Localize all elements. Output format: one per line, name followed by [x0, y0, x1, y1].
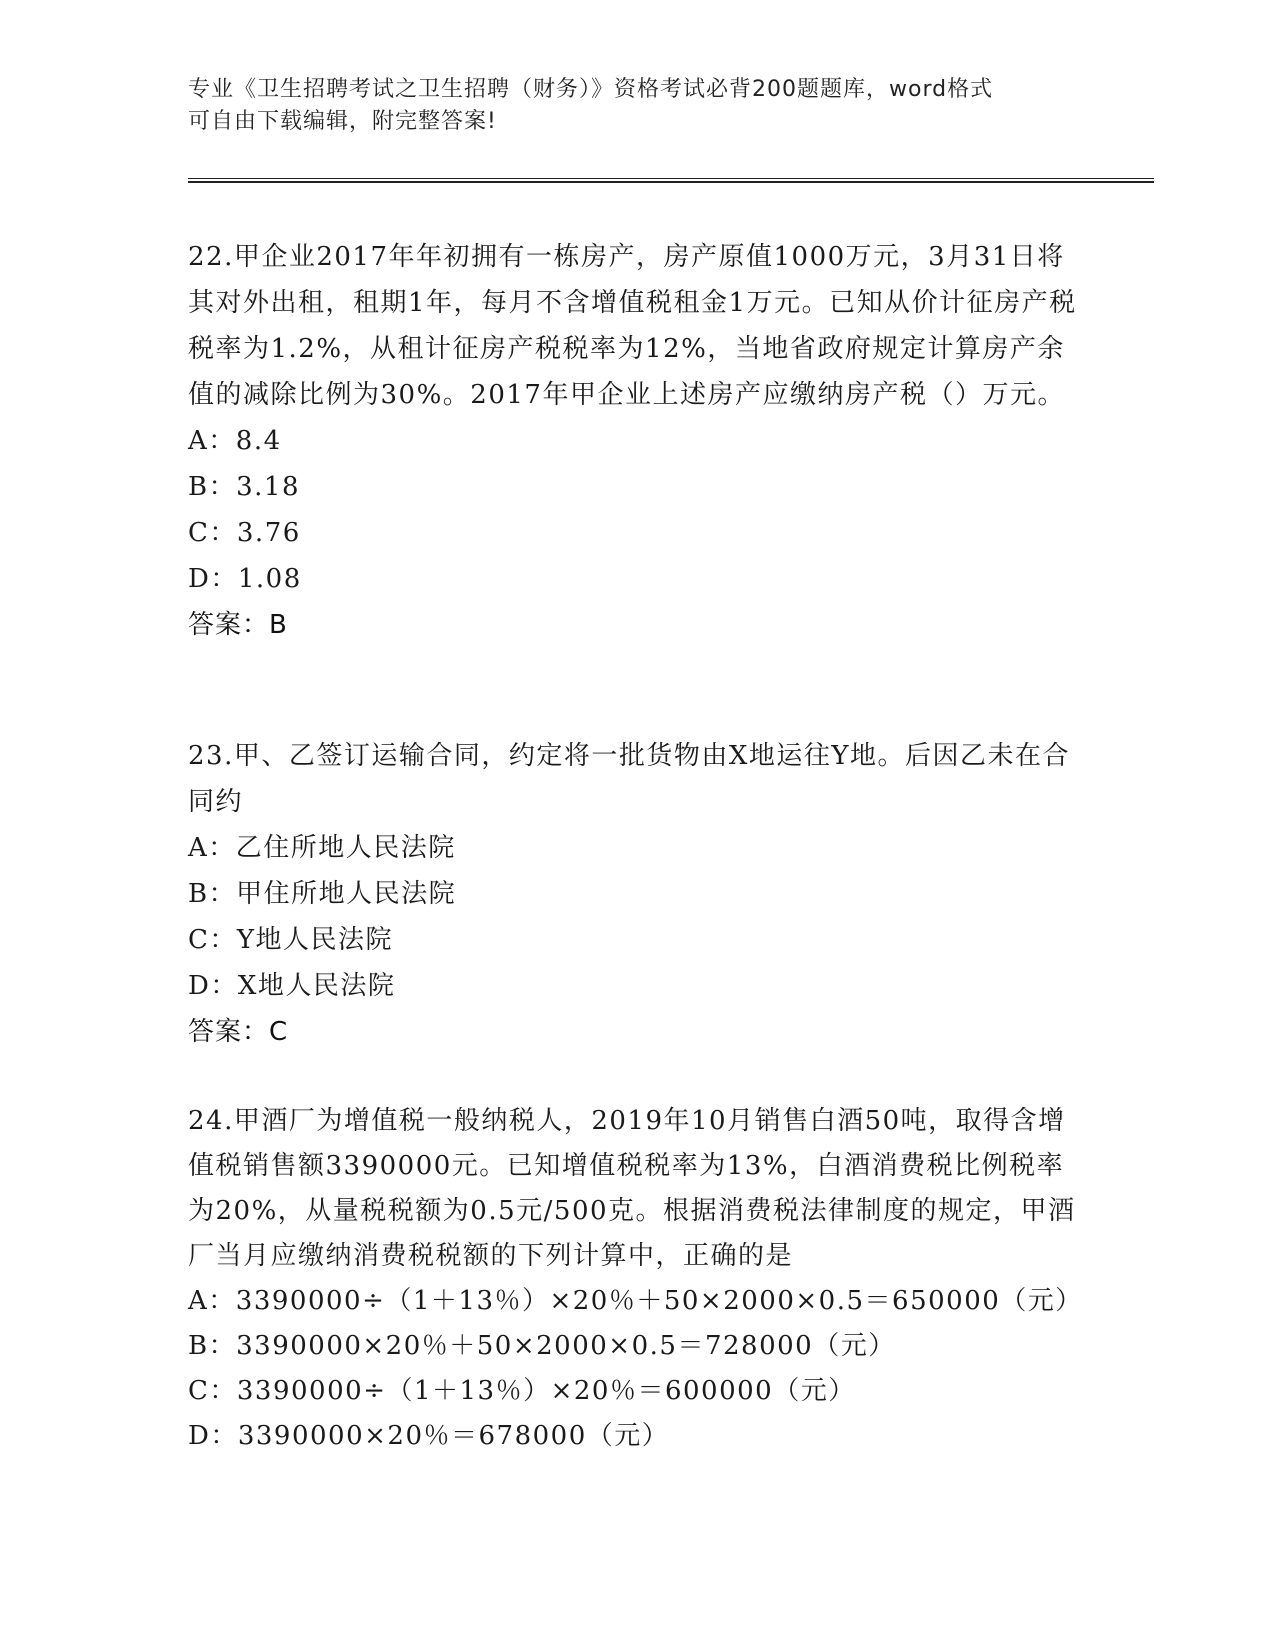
- option-d: D：3390000×20％＝678000（元）: [188, 1421, 670, 1451]
- option-a: A：乙住所地人民法院: [188, 833, 456, 863]
- option-c: C：3.76: [188, 518, 301, 548]
- option-d: D：1.08: [188, 564, 302, 594]
- option-b: B：3.18: [188, 472, 300, 502]
- question-stem: 24.甲酒厂为增值税一般纳税人，2019年10月销售白酒50吨，取得含增值税销售额3390000元。已知增值税税率为13%，白酒消费税比例税率为20%，从量税税额为0.5元/500克。根据消费税法律制度的规定，甲酒厂当月应缴纳消费税税额的下列计算中，正确的是: [188, 1106, 1076, 1271]
- question-23: [188, 733, 1088, 1055]
- question-stem: 23.甲、乙签订运输合同，约定将一批货物由X地运往Y地。后因乙未在合同约: [188, 741, 1071, 817]
- option-b: B：3390000×20％＋50×2000×0.5＝728000（元）: [188, 1331, 896, 1361]
- question-22: [188, 234, 1088, 648]
- document-header: [188, 74, 1088, 138]
- option-a: A：8.4: [188, 426, 282, 456]
- option-a: A：3390000÷（1＋13％）×20％＋50×2000×0.5＝650000（元）: [188, 1286, 1083, 1316]
- header-title-line-1: 专业《卫生招聘考试之卫生招聘（财务）》资格考试必背200题题库，word格式: [188, 77, 994, 102]
- option-b: B：甲住所地人民法院: [188, 879, 457, 909]
- header-title-line-2: 可自由下载编辑，附完整答案!: [188, 109, 497, 134]
- option-c: C：Y地人民法院: [188, 925, 394, 955]
- header-divider: [188, 178, 1154, 183]
- question-stem: 22.甲企业2017年年初拥有一栋房产，房产原值1000万元，3月31日将其对外出租，租期1年，每月不含增值税租金1万元。已知从价计征房产税税率为1.2%，从租计征房产税税率为12%，当地省政府规定计算房产余值的减除比例为30%。2017年甲企业上述房产应缴纳房产税（）万元。: [188, 242, 1077, 410]
- option-c: C：3390000÷（1＋13％）×20％＝600000（元）: [188, 1376, 856, 1406]
- question-24: [188, 1099, 1088, 1459]
- answer-line: 答案：C: [188, 1017, 289, 1047]
- option-d: D：X地人民法院: [188, 971, 396, 1001]
- answer-line: 答案：B: [188, 610, 288, 640]
